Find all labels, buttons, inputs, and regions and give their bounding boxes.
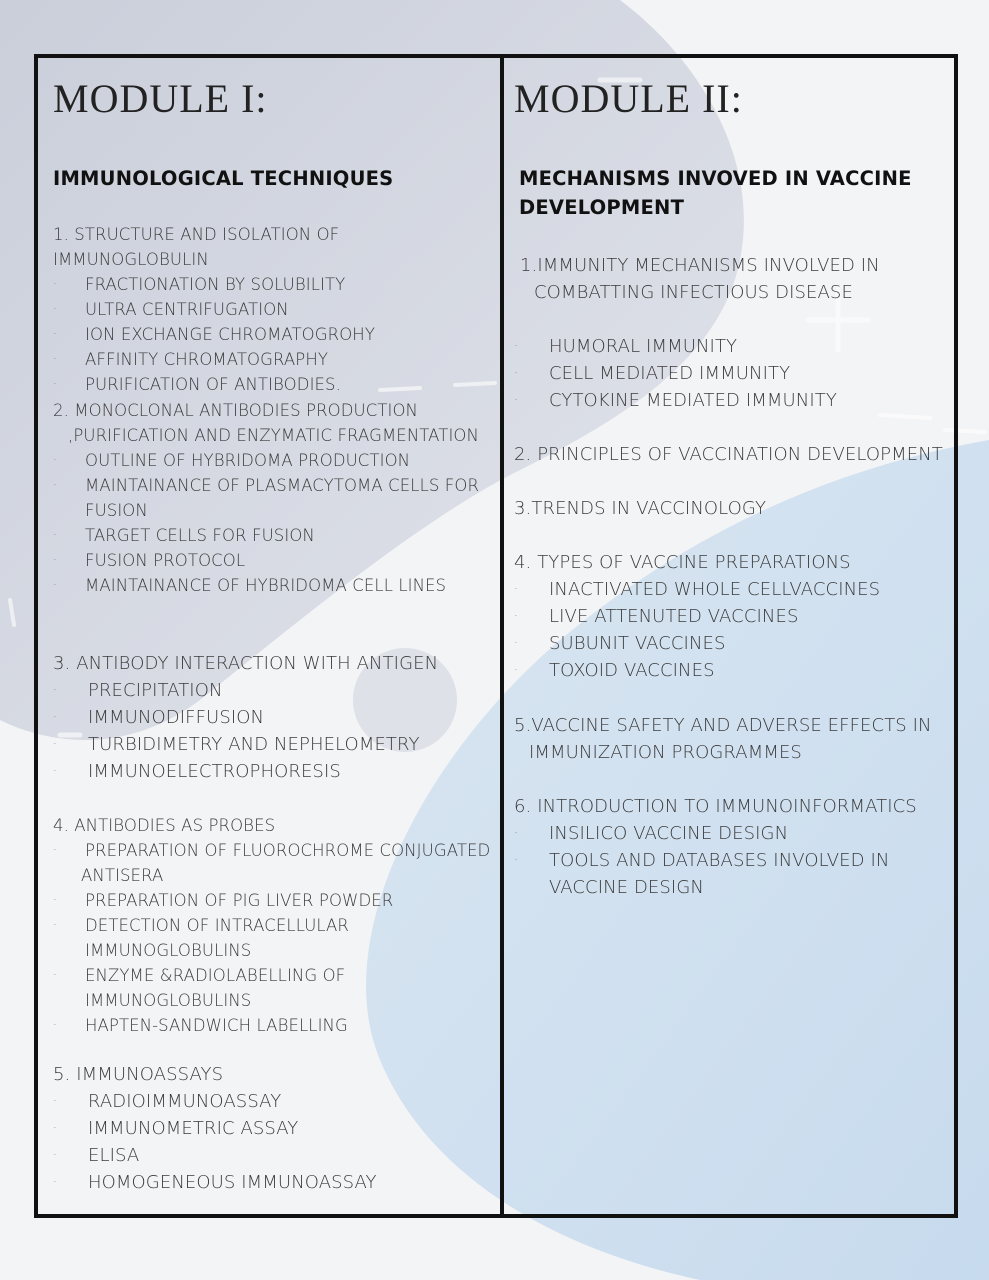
list-item: · TOXOID VACCINES (514, 657, 944, 684)
module-2-subtitle-line: DEVELOPMENT (519, 196, 685, 219)
module-1-section-3 (53, 650, 498, 785)
list-item: · HUMORAL IMMUNITY (514, 333, 944, 360)
section-title: 5.VACCINE SAFETY AND ADVERSE EFFECTS IN (514, 715, 932, 736)
list-item: · AFFINITY CHROMATOGRAPHY (53, 347, 498, 372)
bullet-icon: · (53, 764, 57, 778)
list-item: · PRECIPITATION (53, 677, 498, 704)
list-item: · DETECTION OF INTRACELLULAR (53, 913, 498, 938)
bullet-icon: · (53, 918, 57, 932)
list-item-continued: FUSION (85, 501, 148, 520)
list-item-continued: IMMUNOGLOBULINS (85, 991, 252, 1010)
list-item: · INSILICO VACCINE DESIGN (514, 820, 944, 847)
list-item: · LIVE ATTENUTED VACCINES (514, 603, 944, 630)
module-2-title: MODULE II: (514, 76, 743, 121)
list-item: · PURIFICATION OF ANTIBODIES. (53, 372, 498, 397)
bullet-icon: · (53, 1094, 57, 1108)
section-title-continued: ,PURIFICATION AND ENZYMATIC FRAGMENTATION (68, 426, 479, 445)
module-1-subtitle: IMMUNOLOGICAL TECHNIQUES (53, 167, 394, 190)
section-title: 6. INTRODUCTION TO IMMUNOINFORMATICS (514, 796, 917, 817)
list-item: · MAINTAINANCE OF HYBRIDOMA CELL LINES (53, 573, 498, 598)
list-item: · ELISA (53, 1142, 498, 1169)
module-2-section-4 (514, 549, 944, 684)
bullet-icon: · (53, 377, 57, 391)
bullet-icon: · (514, 582, 518, 596)
bullet-icon: · (514, 636, 518, 650)
bullet-icon: · (53, 710, 57, 724)
list-item: · IMMUNOELECTROPHORESIS (53, 758, 498, 785)
bullet-icon: · (53, 1148, 57, 1162)
bullet-icon: · (53, 683, 57, 697)
section-title: 5. IMMUNOASSAYS (53, 1064, 224, 1085)
bullet-icon: · (53, 968, 57, 982)
section-title-continued: IMMUNIZATION PROGRAMMES (529, 742, 802, 763)
module-1-section-4 (53, 813, 498, 1038)
bullet-icon: · (53, 478, 57, 492)
section-title: 2. MONOCLONAL ANTIBODIES PRODUCTION (53, 401, 418, 420)
bullet-icon: · (53, 1175, 57, 1189)
list-item: · PREPARATION OF PIG LIVER POWDER (53, 888, 498, 913)
module-1-section-5 (53, 1061, 498, 1196)
section-title: 1. STRUCTURE AND ISOLATION OF IMMUNOGLOBULIN (53, 225, 340, 269)
list-item: · TOOLS AND DATABASES INVOLVED IN (514, 847, 944, 874)
bullet-icon: · (514, 853, 518, 867)
bullet-icon: · (514, 663, 518, 677)
list-item-continued: IMMUNOGLOBULINS (85, 941, 252, 960)
list-item: · OUTLINE OF HYBRIDOMA PRODUCTION (53, 448, 498, 473)
section-title: 4. TYPES OF VACCINE PREPARATIONS (514, 552, 851, 573)
column-divider (500, 58, 504, 1218)
bullet-icon: · (514, 366, 518, 380)
list-item: · ION EXCHANGE CHROMATOGROHY (53, 322, 498, 347)
module-2-section-3 (514, 495, 944, 522)
bullet-icon: · (53, 578, 57, 592)
module-2-section-2 (514, 441, 944, 468)
module-1-section-1 (53, 222, 498, 397)
bullet-icon: · (53, 553, 57, 567)
module-2-section-6 (514, 793, 944, 901)
module-2-section-1 (514, 252, 944, 414)
list-item: · PREPARATION OF FLUOROCHROME CONJUGATED (53, 838, 498, 863)
list-item: · CYTOKINE MEDIATED IMMUNITY (514, 387, 944, 414)
section-title: 4. ANTIBODIES AS PROBES (53, 816, 276, 835)
list-item: · IMMUNOMETRIC ASSAY (53, 1115, 498, 1142)
module-1-section-2 (53, 398, 498, 598)
bullet-icon: · (53, 302, 57, 316)
list-item: · ULTRA CENTRIFUGATION (53, 297, 498, 322)
section-title: 2. PRINCIPLES OF VACCINATION DEVELOPMENT (514, 444, 943, 465)
list-item: · HOMOGENEOUS IMMUNOASSAY (53, 1169, 498, 1196)
list-item-continued: VACCINE DESIGN (549, 877, 704, 898)
list-item: · INACTIVATED WHOLE CELLVACCINES (514, 576, 944, 603)
bullet-icon: · (514, 609, 518, 623)
list-item: · RADIOIMMUNOASSAY (53, 1088, 498, 1115)
list-item: · ENZYME &RADIOLABELLING OF (53, 963, 498, 988)
bullet-icon: · (53, 1018, 57, 1032)
module-1-column (53, 75, 498, 1193)
bullet-icon: · (53, 893, 57, 907)
module-2-column (514, 75, 944, 898)
bullet-icon: · (514, 826, 518, 840)
list-item-continued: ANTISERA (81, 866, 164, 885)
list-item: · FUSION PROTOCOL (53, 548, 498, 573)
bullet-icon: · (514, 393, 518, 407)
bullet-icon: · (53, 843, 57, 857)
bullet-icon: · (53, 277, 57, 291)
bullet-icon: · (53, 1121, 57, 1135)
list-item: · TARGET CELLS FOR FUSION (53, 523, 498, 548)
list-item: · IMMUNODIFFUSION (53, 704, 498, 731)
list-item: · TURBIDIMETRY AND NEPHELOMETRY (53, 731, 498, 758)
module-2-section-5 (514, 712, 944, 766)
module-1-title: MODULE I: (53, 76, 268, 121)
section-title: 3. ANTIBODY INTERACTION WITH ANTIGEN (53, 653, 439, 674)
bullet-icon: · (53, 352, 57, 366)
bullet-icon: · (53, 528, 57, 542)
section-title-continued: COMBATTING INFECTIOUS DISEASE (534, 282, 853, 303)
list-item: · MAINTAINANCE OF PLASMACYTOMA CELLS FOR (53, 473, 498, 498)
bullet-icon: · (514, 339, 518, 353)
list-item: · CELL MEDIATED IMMUNITY (514, 360, 944, 387)
bullet-icon: · (53, 737, 57, 751)
list-item: · SUBUNIT VACCINES (514, 630, 944, 657)
bullet-icon: · (53, 327, 57, 341)
module-2-subtitle (519, 164, 912, 222)
bullet-icon: · (53, 453, 57, 467)
module-2-subtitle-line: MECHANISMS INVOVED IN VACCINE (519, 167, 912, 190)
list-item: · FRACTIONATION BY SOLUBILITY (53, 272, 498, 297)
section-title: 1.IMMUNITY MECHANISMS INVOLVED IN (520, 255, 880, 276)
section-title: 3.TRENDS IN VACCINOLOGY (514, 498, 767, 519)
list-item: · HAPTEN-SANDWICH LABELLING (53, 1013, 498, 1038)
